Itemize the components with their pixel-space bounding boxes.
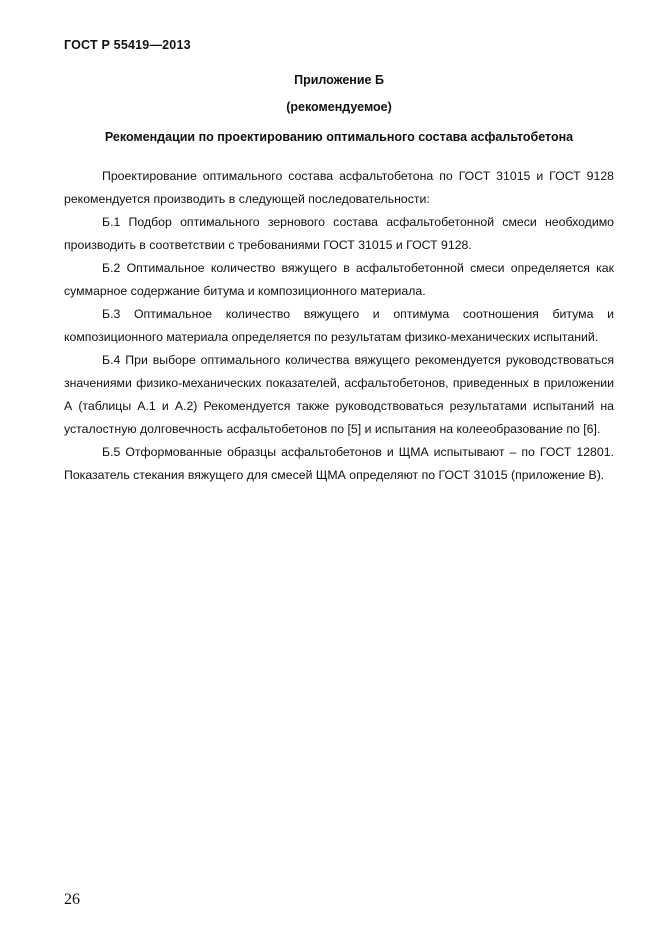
annex-title: Приложение Б [294, 73, 384, 87]
annex-heading: Рекомендации по проектированию оптимального состава асфальтобетона [104, 130, 574, 144]
paragraph-b1: Б.1 Подбор оптимального зернового состава асфальтобетонной смеси необходимо производить в соответствии с требованиями ГОСТ 31015 и ГОСТ 9128. [64, 215, 614, 252]
paragraph-b3: Б.3 Оптимальное количество вяжущего и оптимума соотношения битума и композиционного материала определяется по результатам физико-механических испытаний. [64, 307, 614, 344]
annex-status: (рекомендуемое) [286, 100, 392, 114]
paragraph-b4: Б.4 При выборе оптимального количества вяжущего рекомендуется руководствоваться значениями физико-механических показателей, асфальтобетонов, приведенных в приложении А (таблицы А.1 и А.2) Рекомендуется также руководствоваться результатами испытаний на усталостную долговечность асфальтобетонов по [5] и испытания на колееобразование по [6]. [64, 353, 614, 436]
intro-paragraph: Проектирование оптимального состава асфальтобетона по ГОСТ 31015 и ГОСТ 9128 рекомендуется производить в следующей последовательности: [64, 169, 614, 206]
annex-body [64, 165, 614, 487]
standard-code-header: ГОСТ Р 55419—2013 [64, 38, 191, 52]
page-number: 26 [64, 891, 80, 908]
paragraph-b2: Б.2 Оптимальное количество вяжущего в асфальтобетонной смеси определяется как суммарное содержание битума и композиционного материала. [64, 261, 614, 298]
paragraph-b5: Б.5 Отформованные образцы асфальтобетонов и ЩМА испытывают – по ГОСТ 12801. Показатель стекания вяжущего для смесей ЩМА определяют по ГОСТ 31015 (приложение В). [64, 445, 614, 482]
